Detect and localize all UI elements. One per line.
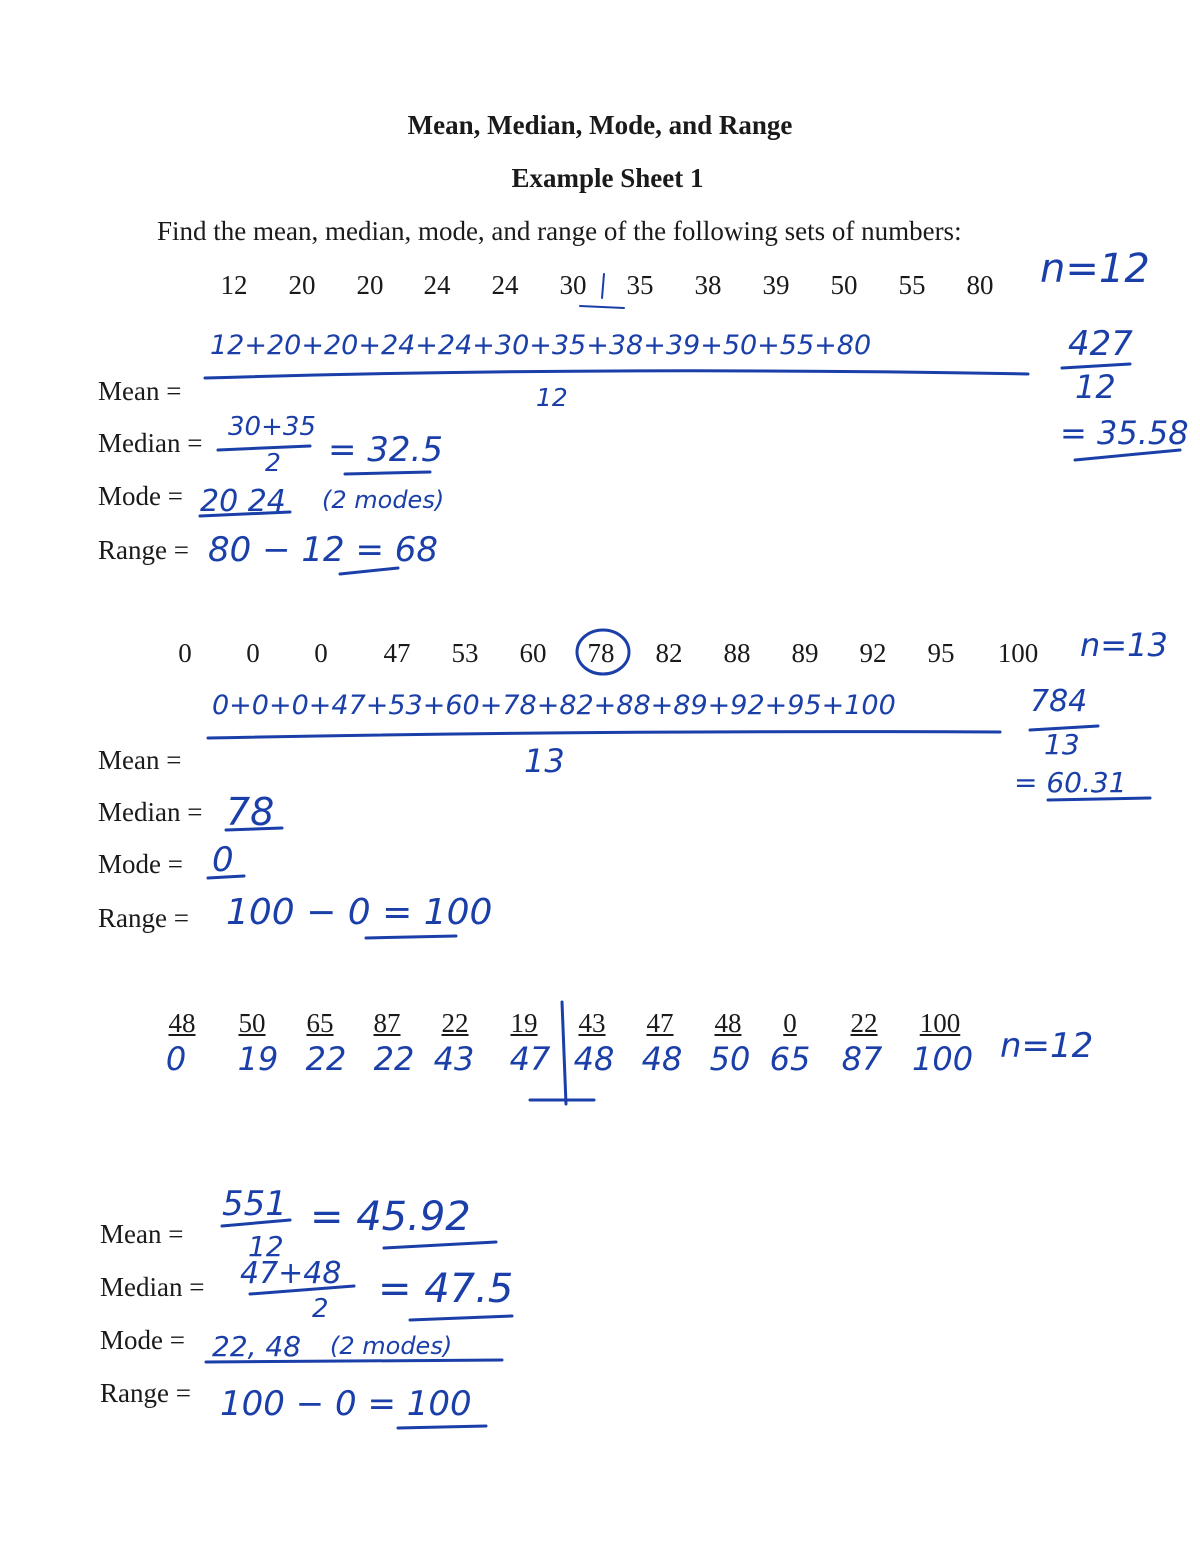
set2-n-note: n=13: [1080, 626, 1168, 664]
set3-mode: 22, 48: [212, 1330, 302, 1363]
set2-range: 100 − 0 = 100: [226, 892, 493, 933]
set2-mode-label: Mode =: [98, 849, 183, 879]
set3-sorted-number-9: 65: [769, 1040, 811, 1078]
set1-number-11: 80: [966, 270, 994, 300]
set3-n-note: n=12: [1000, 1026, 1094, 1066]
set1-number-4: 24: [491, 270, 519, 300]
set2-number-5: 60: [519, 638, 547, 668]
set3-sorted-number-3: 22: [373, 1040, 415, 1078]
set3-sorted-number-8: 50: [709, 1040, 751, 1078]
set3-number-7: 47: [646, 1008, 674, 1038]
set3-median-numerator: 47+48: [240, 1256, 342, 1291]
set1-median-label: Median =: [98, 428, 203, 458]
set1-mode: 20 24: [200, 484, 286, 519]
set1-range: 80 − 12 = 68: [208, 530, 438, 570]
set3-median-result: = 47.5: [378, 1266, 514, 1312]
set3-number-11: 100: [919, 1008, 961, 1038]
set1-range-label: Range =: [98, 535, 189, 565]
set3-sorted-number-11: 100: [912, 1040, 974, 1078]
set3-mode-note: (2 modes): [330, 1332, 453, 1360]
set2-number-3: 47: [383, 638, 411, 668]
page-title: Mean, Median, Mode, and Range: [407, 110, 793, 140]
instructions: Find the mean, median, mode, and range of the following sets of numbers:: [157, 216, 962, 246]
set1-number-2: 20: [356, 270, 384, 300]
set1-mean-denominator: 12: [536, 383, 568, 412]
set2-number-6: 78: [587, 638, 615, 668]
set2-median-label: Median =: [98, 797, 203, 827]
set3-number-2: 65: [306, 1008, 334, 1038]
set3-sorted-number-2: 22: [305, 1040, 347, 1078]
set2-range-underline: [366, 936, 456, 938]
set3-mean-result: = 45.92: [310, 1194, 471, 1240]
set3-number-10: 22: [850, 1008, 878, 1038]
set3-sorted-number-0: 0: [165, 1040, 187, 1078]
set1-number-10: 55: [898, 270, 926, 300]
set3-number-5: 19: [510, 1008, 538, 1038]
set2-mean-result-numerator: 784: [1030, 684, 1088, 719]
set1-mode-note: (2 modes): [322, 486, 445, 514]
set2-number-1: 0: [246, 638, 260, 668]
set1-median-result-underline: [345, 472, 430, 474]
set2-range-label: Range =: [98, 903, 189, 933]
set3-mode-label: Mode =: [100, 1325, 185, 1355]
set2-number-12: 100: [997, 638, 1039, 668]
set2-median: 78: [226, 790, 275, 834]
set1-number-6: 35: [626, 270, 654, 300]
set3-mean-numerator: 551: [222, 1184, 287, 1224]
set2-number-10: 92: [859, 638, 887, 668]
set2-mean-denominator: 13: [524, 742, 565, 780]
set3-sorted-number-5: 47: [509, 1040, 551, 1078]
set1-mean-label: Mean =: [98, 376, 182, 406]
set1-number-5: 30: [559, 270, 587, 300]
set2-mean-result-denominator: 13: [1044, 728, 1080, 761]
set3-range-label: Range =: [100, 1378, 191, 1408]
set2-number-0: 0: [178, 638, 192, 668]
set3-range-underline: [398, 1426, 486, 1428]
set2-number-8: 88: [723, 638, 751, 668]
set2-number-4: 53: [451, 638, 479, 668]
page-subtitle: Example Sheet 1: [511, 163, 704, 193]
set3-sorted-number-4: 43: [433, 1040, 475, 1078]
set1-median-fraction-bar: [218, 446, 310, 450]
set3-median-result-underline: [410, 1316, 512, 1320]
set2-number-2: 0: [314, 638, 328, 668]
set2-mean-label: Mean =: [98, 745, 182, 775]
set2-mean-fraction-bar: [208, 732, 1000, 738]
set1-number-1: 20: [288, 270, 316, 300]
set1-mean-result-denominator: 12: [1075, 368, 1116, 406]
set1-mean-result: = 35.58: [1060, 414, 1189, 452]
set3-number-6: 43: [578, 1008, 606, 1038]
set1-mean-result-numerator: 427: [1068, 324, 1133, 364]
set1-median-result: = 32.5: [328, 430, 443, 470]
set3-sorted-number-6: 48: [573, 1040, 615, 1078]
set2-number-7: 82: [655, 638, 683, 668]
set1-number-0: 12: [220, 270, 248, 300]
set1-mode-label: Mode =: [98, 481, 183, 511]
set1-number-3: 24: [423, 270, 451, 300]
set3-median-label: Median =: [100, 1272, 205, 1302]
set3-mean-label: Mean =: [100, 1219, 184, 1249]
set1-median-denominator: 2: [265, 448, 281, 477]
set1-number-8: 39: [762, 270, 790, 300]
set3-sorted-number-7: 48: [641, 1040, 683, 1078]
set1-n-note: n=12: [1040, 246, 1150, 292]
set3-mean-result-underline: [384, 1242, 496, 1248]
set1-number-9: 50: [830, 270, 858, 300]
set1-mean-fraction-bar: [205, 371, 1028, 378]
set3-mean-denominator: 12: [248, 1230, 284, 1263]
set2-mode: 0: [212, 840, 234, 880]
set1-number-7: 38: [694, 270, 722, 300]
set1-median-numerator: 30+35: [228, 412, 316, 442]
set3-range: 100 − 0 = 100: [220, 1384, 472, 1424]
set3-sorted-number-10: 87: [841, 1040, 883, 1078]
set3-median-denominator: 2: [312, 1294, 329, 1324]
set3-number-1: 50: [238, 1008, 266, 1038]
set3-number-8: 48: [714, 1008, 742, 1038]
set2-mean-numerator: 0+0+0+47+53+60+78+82+88+89+92+95+100: [212, 690, 896, 721]
set3-number-4: 22: [441, 1008, 469, 1038]
set3-sorted-number-1: 19: [237, 1040, 279, 1078]
set3-number-0: 48: [168, 1008, 196, 1038]
set3-number-3: 87: [373, 1008, 401, 1038]
set2-mean-result: = 60.31: [1014, 766, 1127, 799]
set2-number-11: 95: [927, 638, 955, 668]
set3-number-9: 0: [783, 1008, 797, 1038]
set2-number-9: 89: [791, 638, 819, 668]
set1-mean-numerator: 12+20+20+24+24+30+35+38+39+50+55+80: [210, 330, 872, 361]
set1-median-underline: [580, 306, 624, 308]
